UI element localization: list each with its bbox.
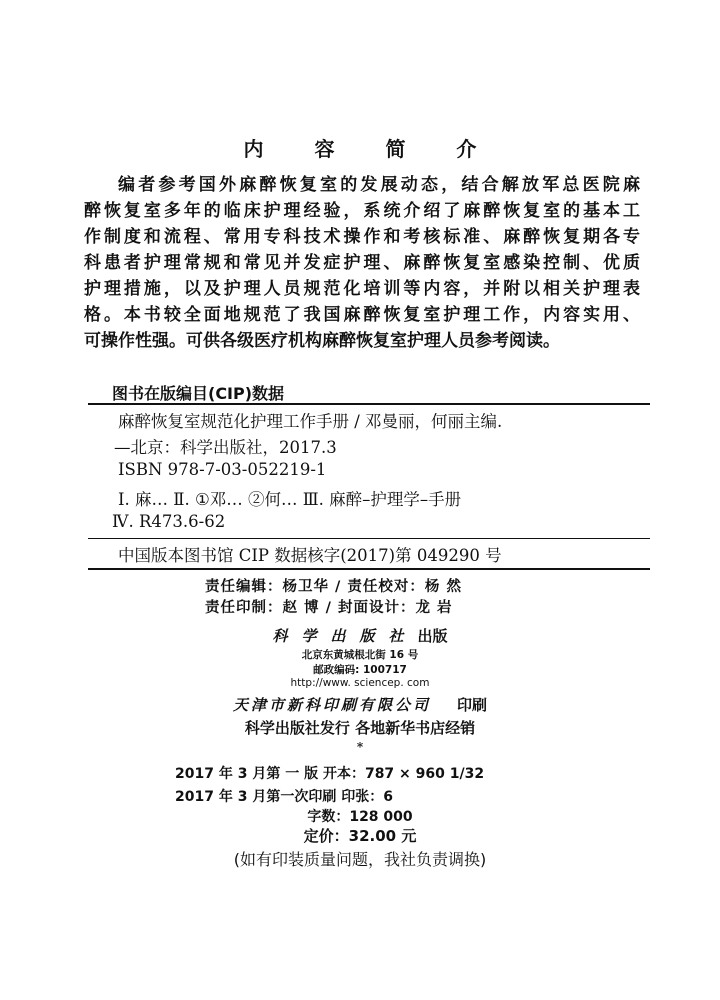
publisher-name: 科学出版社 — [272, 627, 418, 645]
cip-book-line: 麻醉恢复室规范化护理工作手册 / 邓曼丽，何丽主编. — [118, 412, 503, 431]
publisher-website: http://www. sciencep. com — [290, 677, 430, 689]
cip-heading: 图书在版编目(CIP)数据 — [112, 384, 285, 403]
summary-line: 格。本书较全面地规范了我国麻醉恢复室护理工作，内容实用、 — [84, 305, 640, 325]
summary-line: 醉恢复室多年的临床护理经验，系统介绍了麻醉恢复室的基本工 — [84, 201, 640, 221]
printing-line: 2017 年 3 月第一次印刷 印张：6 — [175, 789, 393, 805]
cip-classification: Ⅳ. R473.6-62 — [112, 512, 226, 531]
cip-number: 中国版本图书馆 CIP 数据核字(2017)第 049290 号 — [118, 546, 502, 565]
summary-line: 科患者护理常规和常见并发症护理、麻醉恢复室感染控制、优质 — [84, 253, 640, 273]
distribution-line: 科学出版社发行 各地新华书店经销 — [244, 719, 476, 737]
cip-top-rule — [88, 403, 650, 405]
cip-bottom-rule — [88, 568, 650, 570]
publisher-postcode: 邮政编码: 100717 — [313, 664, 407, 676]
publisher-suffix: 出版 — [417, 627, 448, 645]
printer-line — [0, 694, 720, 715]
printer-name: 天津市新科印刷有限公司 — [232, 696, 431, 714]
credits-editors: 责任编辑：杨卫华 / 责任校对：杨 然 — [205, 579, 462, 595]
summary-line: 作制度和流程、常用专科技术操作和考核标准、麻醉恢复期各专 — [84, 227, 640, 247]
word-count: 字数：128 000 — [307, 809, 413, 825]
page-title: 内 容 简 介 — [243, 137, 499, 161]
summary-text — [84, 172, 640, 354]
cip-middle-rule — [88, 538, 650, 539]
edition-line: 2017 年 3 月第 一 版 开本：787 × 960 1/32 — [175, 766, 485, 782]
cip-isbn: ISBN 978-7-03-052219-1 — [118, 460, 327, 479]
publisher-line — [0, 625, 720, 646]
credits-production: 责任印制：赵 博 / 封面设计：龙 岩 — [205, 600, 453, 616]
summary-line: 护理措施，以及护理人员规范化培训等内容，并附以相关护理表 — [84, 279, 640, 299]
separator-star: * — [356, 740, 364, 754]
printer-suffix: 印刷 — [457, 696, 488, 714]
cip-pub-line: —北京：科学出版社，2017.3 — [114, 438, 337, 457]
cip-subjects: Ⅰ. 麻… Ⅱ. ①邓… ②何… Ⅲ. 麻醉–护理学–手册 — [118, 490, 462, 509]
publisher-address: 北京东黄城根北街 16 号 — [301, 649, 419, 661]
summary-line: 可操作性强。可供各级医疗机构麻醉恢复室护理人员参考阅读。 — [84, 331, 560, 351]
quality-notice: (如有印装质量问题，我社负责调换) — [233, 850, 487, 869]
price: 定价：32.00 元 — [303, 827, 417, 845]
summary-line: 编者参考国外麻醉恢复室的发展动态，结合解放军总医院麻 — [118, 175, 640, 195]
